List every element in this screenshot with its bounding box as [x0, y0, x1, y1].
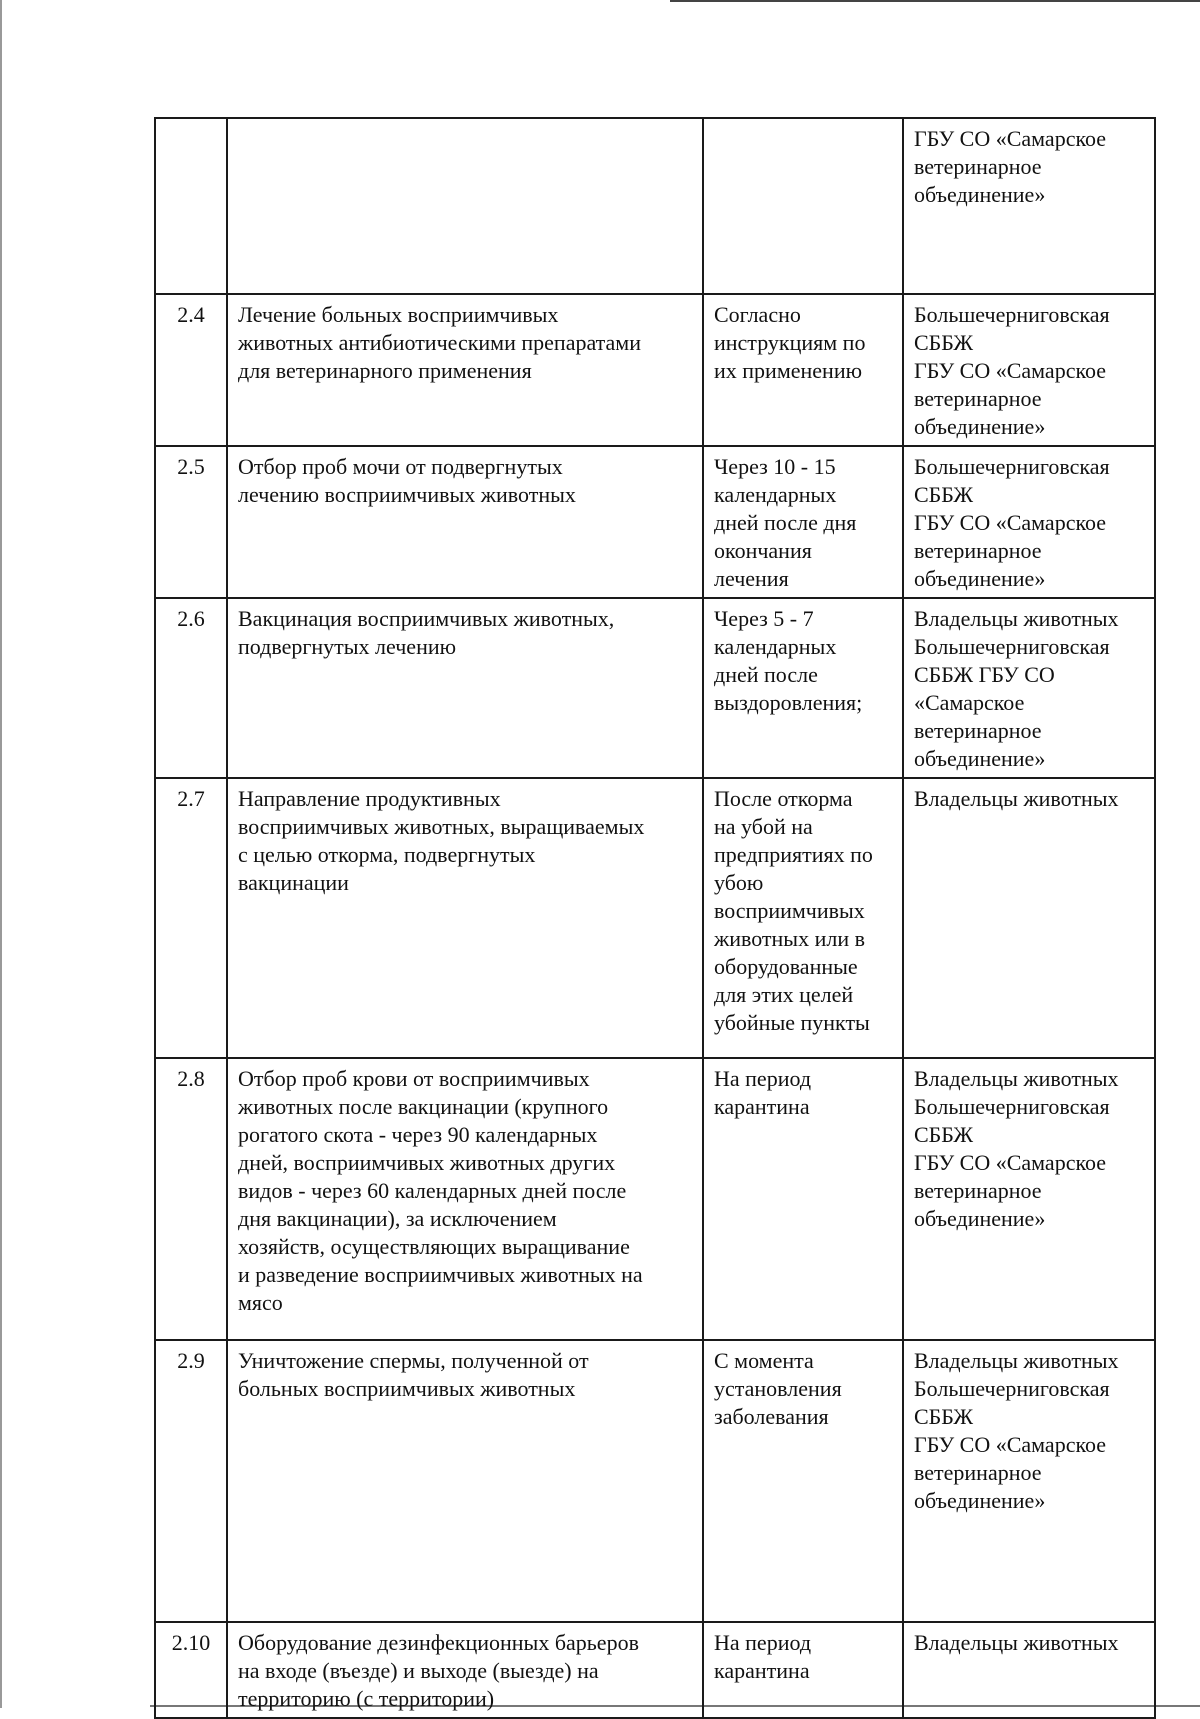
measure-period: Через 10 - 15 календарных дней после дня окончания лечения — [703, 446, 903, 598]
row-number: 2.6 — [155, 598, 227, 778]
row-number — [155, 118, 227, 294]
row-number: 2.8 — [155, 1058, 227, 1340]
measure-action: Направление продуктивных восприимчивых животных, выращиваемых с целью откорма, подвергнутых вакцинации — [227, 778, 703, 1058]
measure-action: Отбор проб мочи от подвергнутых лечению восприимчивых животных — [227, 446, 703, 598]
table-row — [155, 1058, 1155, 1340]
row-number: 2.9 — [155, 1340, 227, 1622]
measure-period: Согласно инструкциям по их применению — [703, 294, 903, 446]
table-row — [155, 1622, 1155, 1718]
measures-table — [154, 117, 1156, 1719]
table-row — [155, 294, 1155, 446]
measure-period: На период карантина — [703, 1058, 903, 1340]
measure-action: Отбор проб крови от восприимчивых животных после вакцинации (крупного рогатого скота - через 90 календарных дней, восприимчивых животных других видов - через 60 календарных дней после дня вакцинации), за исключением хозяйств, осуществляющих выращивание и разведение восприимчивых животных на мясо — [227, 1058, 703, 1340]
row-number: 2.10 — [155, 1622, 227, 1718]
table-row — [155, 598, 1155, 778]
measure-responsible: Большечерниговская СББЖ ГБУ СО «Самарское ветеринарное объединение» — [903, 294, 1155, 446]
measure-responsible: Владельцы животных Большечерниговская СББЖ ГБУ СО «Самарское ветеринарное объединение» — [903, 1058, 1155, 1340]
measure-period: На период карантина — [703, 1622, 903, 1718]
measure-period — [703, 118, 903, 294]
measure-period: Через 5 - 7 календарных дней после выздоровления; — [703, 598, 903, 778]
table-row — [155, 1340, 1155, 1622]
scan-edge-left — [0, 0, 2, 1708]
measure-responsible: Большечерниговская СББЖ ГБУ СО «Самарское ветеринарное объединение» — [903, 446, 1155, 598]
scan-edge-top — [670, 0, 1200, 2]
measure-action — [227, 118, 703, 294]
measure-action: Уничтожение спермы, полученной от больных восприимчивых животных — [227, 1340, 703, 1622]
measure-responsible: Владельцы животных — [903, 1622, 1155, 1718]
measure-responsible: Владельцы животных Большечерниговская СББЖ ГБУ СО «Самарское ветеринарное объединение» — [903, 598, 1155, 778]
measure-action: Вакцинация восприимчивых животных, подвергнутых лечению — [227, 598, 703, 778]
row-number: 2.5 — [155, 446, 227, 598]
table-row — [155, 778, 1155, 1058]
measure-period: С момента установления заболевания — [703, 1340, 903, 1622]
row-number: 2.7 — [155, 778, 227, 1058]
measure-period: После откорма на убой на предприятиях по убою восприимчивых животных или в оборудованные для этих целей убойные пункты — [703, 778, 903, 1058]
measure-responsible: Владельцы животных Большечерниговская СББЖ ГБУ СО «Самарское ветеринарное объединение» — [903, 1340, 1155, 1622]
measure-action: Лечение больных восприимчивых животных антибиотическими препаратами для ветеринарного применения — [227, 294, 703, 446]
measure-responsible: ГБУ СО «Самарское ветеринарное объединение» — [903, 118, 1155, 294]
measure-action: Оборудование дезинфекционных барьеров на входе (въезде) и выходе (выезде) на территорию (с территории) — [227, 1622, 703, 1718]
table-row — [155, 118, 1155, 294]
table-row — [155, 446, 1155, 598]
row-number: 2.4 — [155, 294, 227, 446]
measure-responsible: Владельцы животных — [903, 778, 1155, 1058]
